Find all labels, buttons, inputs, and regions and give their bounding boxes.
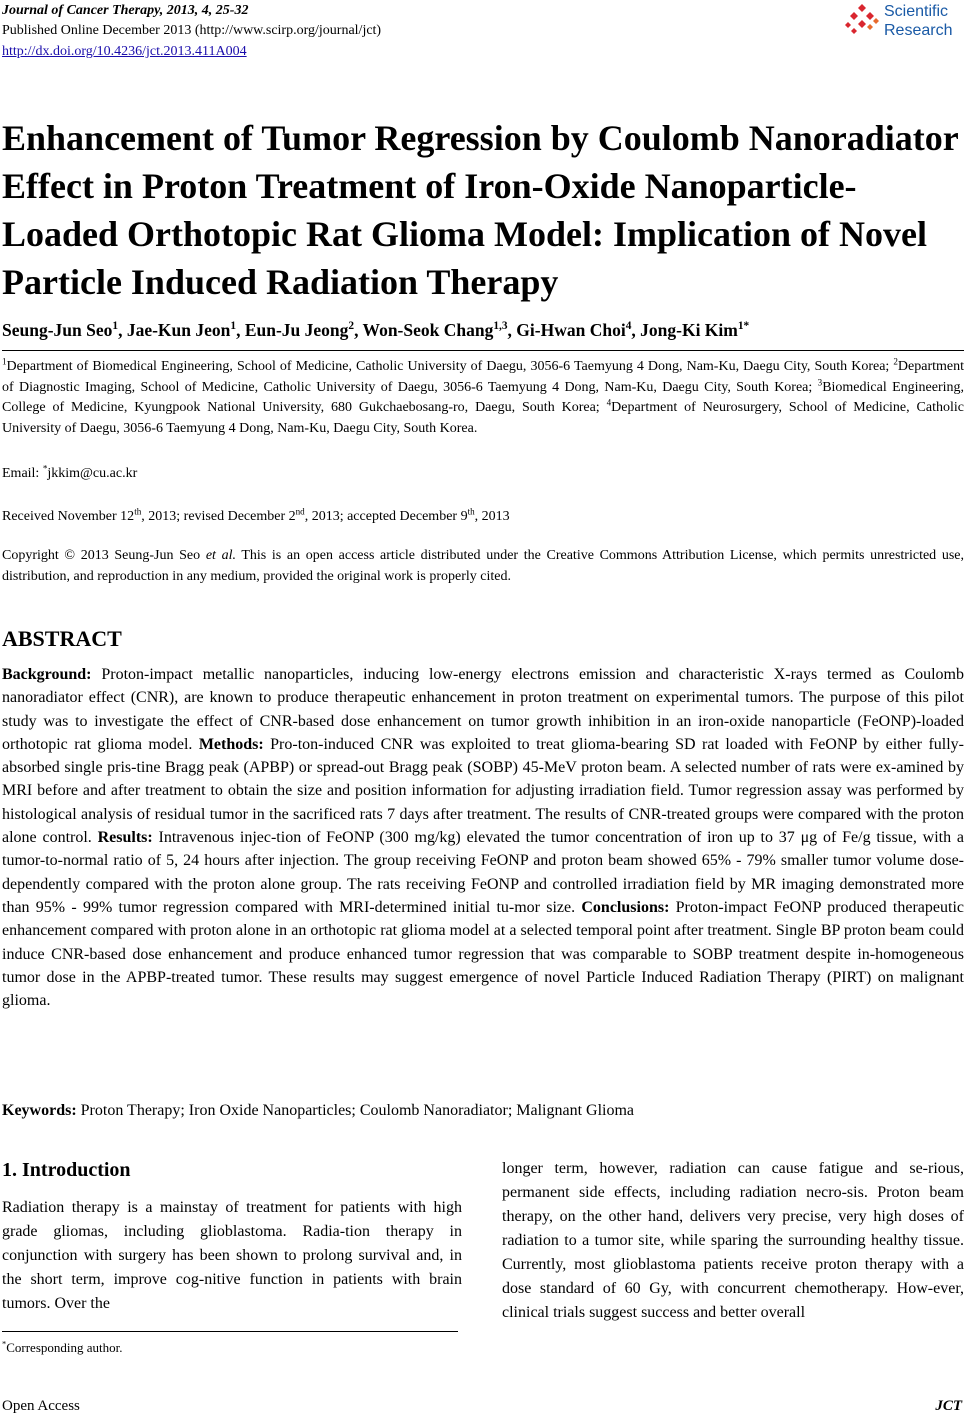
footnote-divider (2, 1331, 458, 1332)
keywords-text: Proton Therapy; Iron Oxide Nanoparticles; Coulomb Nanoradiator; Malignant Glioma (76, 1102, 635, 1119)
author-name: Jae-Kun Jeon (126, 320, 231, 340)
author-separator: , (631, 320, 641, 340)
results-label: Results: (97, 829, 153, 847)
methods-label: Methods: (198, 735, 264, 753)
affiliation-number: 1 (2, 356, 7, 367)
author-separator: , (507, 320, 517, 340)
author-separator: , (236, 320, 245, 340)
footnote-mark: * (2, 1338, 7, 1349)
email-label: Email: (2, 466, 43, 481)
paper-title: Enhancement of Tumor Regression by Coulomb Nanoradiator Effect in Proton Treatment of Iron-Oxide Nanoparticle-Loaded Orthotopic Rat Glioma Model: Implication of Novel Particle Induced Radiation Therapy (2, 118, 959, 302)
scientific-research-logo-icon (844, 4, 880, 38)
abstract-body (2, 663, 964, 1012)
author-name: Eun-Ju Jeong (244, 320, 349, 340)
accepted-date: , 2013; accepted December 9 (304, 509, 468, 524)
author-affiliation-mark: 2 (348, 320, 355, 333)
introduction-left-column: Radiation therapy is a mainstay of treatment for patients with high grade gliomas, including glioblastoma. Radia-tion therapy in conjunction with surgery has been shown to prolong survival and, in the short term, improve cog-nitive function in patients with brain tumors. Over the (2, 1199, 462, 1312)
author-affiliation-mark: 1* (737, 320, 750, 333)
journal-citation (2, 2, 248, 20)
copyright-before: Copyright © 2013 Seung-Jun Seo (2, 548, 206, 563)
footer-journal-abbrev: JCT (935, 1398, 962, 1414)
affiliation-number: 4 (606, 397, 612, 408)
publisher-name-line2: Research (884, 22, 953, 39)
affiliation-number: 2 (893, 356, 898, 367)
footnote-text: Corresponding author. (6, 1340, 123, 1355)
received-ordinal: th (134, 506, 142, 517)
footnote (2, 1339, 122, 1357)
accepted-ordinal: th (467, 506, 475, 517)
author-name: Gi-Hwan Choi (516, 320, 626, 340)
copyright-notice (2, 546, 964, 587)
author-separator: , (118, 320, 127, 340)
header-divider (2, 350, 964, 351)
results-text: Intravenous injec-tion of FeONP (300 mg/kg) elevated the tumor concentration of iron up to 37 μg of Fe/g tissue, with a tumor-to-normal ratio of 5, 24 hours after injection. The group receiving FeONP and proton beam showed 65% - 79% smaller tumor volume dose-dependently compared with the proton alone group. The rats receiving FeONP and controlled irradiation field by MR imaging demonstrated more than 95% - 99% tumor regression compared with MRI-determined initial tu-mor size. (2, 829, 965, 916)
conclusions-label: Conclusions: (581, 898, 670, 916)
keywords-label: Keywords: (2, 1102, 77, 1119)
publisher-logo (844, 2, 962, 42)
author-name: Jong-Ki Kim (640, 320, 738, 340)
copyright-etal: et al. (205, 548, 236, 563)
abstract-heading: ABSTRACT (2, 626, 122, 651)
affiliation-text: Department of Neurosurgery, School of Medicine, Catholic University of Daegu, 3056-6 Taemyung 4 Dong, Nam-Ku, Daegu City, South Korea. (2, 400, 964, 436)
journal-name: Journal of Cancer Therapy (2, 3, 160, 18)
affiliations (2, 357, 964, 439)
journal-volume: , 2013, 4, 25-32 (159, 3, 249, 18)
methods-text: Pro-ton-induced CNR was exploited to treat glioma-bearing SD rat loaded with FeONP by either fully-absorbed single pris-tine Bragg peak (APBP) or spread-out Bragg peak (SOBP) 45-MeV proton beam. A selected number of rats were ex-amined by MRI before and after treatment to obtain the size and position information for adjusting irradiation field. Tumor regression assay was performed by histological analysis of residual tumor in the sacrificed rats 7 days after treatment. The results of CNR-treated groups were compared with the proton alone control. (2, 735, 964, 847)
author-affiliation-mark: 1 (230, 320, 237, 333)
doi-link[interactable]: http://dx.doi.org/10.4236/jct.2013.411A004 (2, 44, 247, 59)
publisher-name-line1: Scientific (884, 3, 949, 20)
email-mark: * (42, 463, 48, 474)
affiliation-text: Department of Diagnostic Imaging, School of Medicine, Catholic University of Daegu, 3056-6 Taemyung 4 Dong, Nam-Ku, Daegu City, South Korea; (2, 359, 964, 395)
revised-ordinal: nd (295, 506, 305, 517)
author-affiliation-mark: 4 (625, 320, 632, 333)
background-text: Proton-impact metallic nanoparticles, inducing low-energy electrons emission and characteristic X-rays termed as Coulomb nanoradiator effect (CNR), are known to produce therapeutic enhancement in proton treatment on experimental tumors. The purpose of this pilot study was to investigate the effect of CNR-based dose enhancement on tumor growth inhibition in an iron-oxide nanoparticle (FeONP)-loaded orthotopic rat glioma model. (2, 666, 964, 753)
corresponding-email (2, 464, 137, 485)
publication-info: Published Online December 2013 (http://www.scirp.org/journal/jct) (2, 23, 382, 38)
background-label: Background: (2, 666, 92, 683)
author-name: Seung-Jun Seo (2, 320, 113, 340)
affiliation-text: Biomedical Engineering, College of Medicine, Kyungpook National University, 680 Gukchaebosang-ro, Daegu, South Korea; (2, 379, 964, 415)
received-date: Received November 12 (2, 509, 135, 524)
introduction-right-column: longer term, however, radiation can cause fatigue and se-rious, permanent side effects, including radiation necro-sis. Proton beam therapy, on the other hand, delivers very precise, very high doses of radiation to a tumor site, while sparing the surrounding healthy tissue. Currently, most glioblastoma patients receive proton therapy with a dose standard of 60 Gy, with concurrent chemotherapy. How-ever, clinical trials suggest success and better overall (502, 1160, 964, 1321)
author-separator: , (354, 320, 363, 340)
conclusions-text: Proton-impact FeONP produced therapeutic enhancement compared with proton alone in an orthotopic rat glioma model at a selected temporal point after treatment. Single BP proton beam could induce CNR-based dose enhancement and produce enhanced tumor regression that was comparable to SOBP treatment despite in-homogeneous tumor dose in the APBP-treated tumor. These results may suggest emergence of novel Particle Induced Radiation Therapy (PIRT) on malignant glioma. (2, 898, 964, 1010)
affiliation-number: 3 (817, 376, 823, 387)
footer-open-access: Open Access (2, 1398, 80, 1414)
article-dates (2, 507, 510, 528)
dates-end: , 2013 (474, 509, 510, 524)
keywords (2, 1100, 634, 1122)
author-list (2, 320, 749, 341)
introduction-heading: 1. Introduction (2, 1159, 131, 1181)
affiliation-text: Department of Biomedical Engineering, School of Medicine, Catholic University of Daegu, 3056-6 Taemyung 4 Dong, Nam-Ku, Daegu City, South Korea; (6, 359, 894, 374)
author-affiliation-mark: 1,3 (493, 320, 508, 333)
author-name: Won-Seok Chang (362, 320, 494, 340)
email-address[interactable]: jkkim@cu.ac.kr (47, 466, 138, 481)
revised-date: , 2013; revised December 2 (141, 509, 296, 524)
copyright-after: This is an open access article distributed under the Creative Commons Attribution License, which permits unrestricted use, distribution, and reproduction in any medium, provided the original work is properly cited. (2, 548, 964, 584)
author-affiliation-mark: 1 (112, 320, 119, 333)
